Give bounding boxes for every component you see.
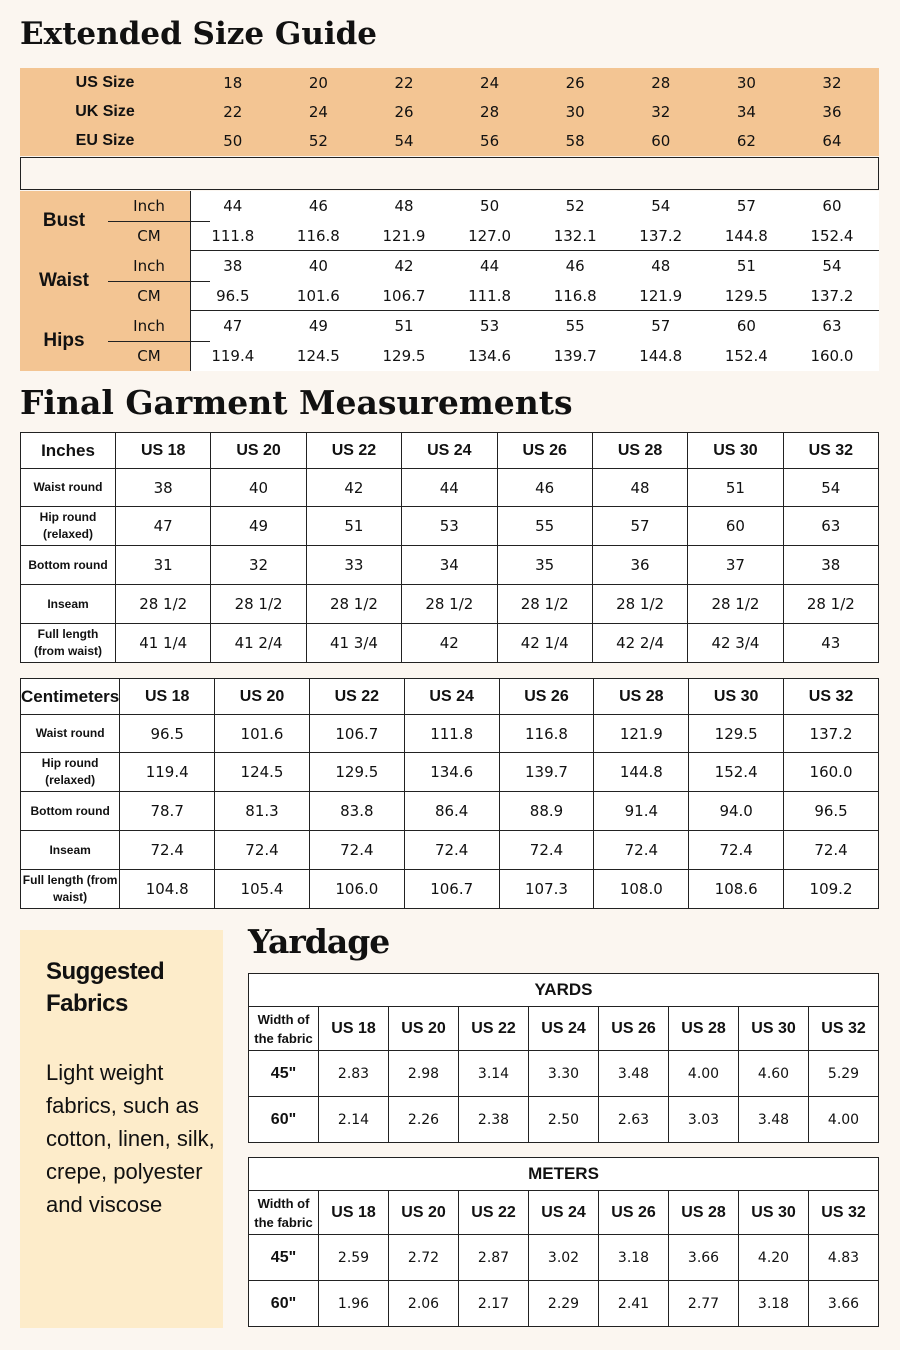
table-cell: 160.0 — [784, 753, 879, 792]
measure-value: 47 — [223, 317, 243, 335]
table-cell: 2.06 — [389, 1281, 459, 1327]
table-cell: 3.66 — [669, 1235, 739, 1281]
table-cell: 2.98 — [389, 1051, 459, 1097]
size-value: 30 — [565, 103, 585, 121]
measure-value: 60 — [822, 197, 842, 215]
table-row — [21, 546, 879, 585]
table-cell: 81.3 — [215, 792, 310, 831]
column-header: US 18 — [120, 679, 215, 715]
table-corner-label: Inches — [21, 433, 116, 469]
suggested-fabrics-box — [20, 930, 223, 1328]
table-cell: 3.48 — [739, 1097, 809, 1143]
size-value: 50 — [223, 132, 243, 150]
garment-cm-table — [20, 678, 879, 909]
table-cell: 51 — [688, 469, 783, 507]
measure-value: 42 — [394, 257, 414, 275]
column-header: US 32 — [809, 1007, 879, 1051]
row-label: Bottom round — [21, 792, 120, 831]
table-cell: 63 — [783, 507, 878, 546]
table-row — [21, 715, 879, 753]
table-cell: 72.4 — [499, 831, 594, 870]
measure-value: 129.5 — [724, 287, 768, 305]
measure-value: 160.0 — [810, 347, 854, 365]
table-cell: 38 — [783, 546, 878, 585]
size-row-label: EU Size — [75, 132, 135, 149]
measure-value: 40 — [308, 257, 328, 275]
row-label: Full length (from waist) — [21, 624, 116, 663]
size-value: 28 — [651, 74, 671, 92]
table-cell: 116.8 — [499, 715, 594, 753]
size-value: 60 — [651, 132, 671, 150]
table-cell: 108.0 — [594, 870, 689, 909]
unit-label: Inch — [133, 257, 165, 275]
table-cell: 3.14 — [459, 1051, 529, 1097]
table-cell: 34 — [402, 546, 497, 585]
table-cell: 121.9 — [594, 715, 689, 753]
table-cell: 49 — [211, 507, 306, 546]
measure-value: 52 — [565, 197, 585, 215]
measure-value: 44 — [480, 257, 500, 275]
size-value: 18 — [223, 74, 243, 92]
row-label: Inseam — [21, 585, 116, 624]
measure-row — [190, 191, 879, 221]
table-cell: 57 — [592, 507, 687, 546]
column-header: US 22 — [459, 1007, 529, 1051]
table-row — [21, 624, 879, 663]
table-cell: 86.4 — [404, 792, 499, 831]
row-label: Hip round (relaxed) — [21, 753, 120, 792]
table-cell: 48 — [592, 469, 687, 507]
table-cell: 101.6 — [215, 715, 310, 753]
table-cell: 4.00 — [669, 1051, 739, 1097]
table-cell: 2.72 — [389, 1235, 459, 1281]
column-header: US 28 — [592, 433, 687, 469]
yardage-meters-table — [248, 1157, 879, 1327]
row-label: Bottom round — [21, 546, 116, 585]
table-cell: 3.18 — [739, 1281, 809, 1327]
table-cell: 94.0 — [689, 792, 784, 831]
size-value: 28 — [480, 103, 500, 121]
table-caption: METERS — [249, 1158, 879, 1191]
table-cell: 47 — [116, 507, 211, 546]
measure-value: 46 — [308, 197, 328, 215]
size-value: 64 — [822, 132, 842, 150]
unit-label: CM — [137, 347, 161, 365]
column-header: US 30 — [739, 1007, 809, 1051]
table-cell: 28 1/2 — [402, 585, 497, 624]
table-cell: 108.6 — [689, 870, 784, 909]
table-row — [21, 507, 879, 546]
column-header: US 24 — [529, 1191, 599, 1235]
caption-row — [249, 974, 879, 1007]
group-name: Bust — [42, 210, 86, 231]
size-row-label: UK Size — [75, 103, 135, 120]
unit-label: Inch — [133, 197, 165, 215]
table-corner-label: Width of the fabric — [249, 1191, 319, 1235]
size-value: 58 — [565, 132, 585, 150]
row-label: 60" — [249, 1281, 319, 1327]
table-cell: 28 1/2 — [116, 585, 211, 624]
table-row — [249, 1051, 879, 1097]
size-row-label: US Size — [75, 74, 135, 91]
table-cell: 152.4 — [689, 753, 784, 792]
row-label: Inseam — [21, 831, 120, 870]
column-header: US 28 — [669, 1007, 739, 1051]
garment-title: Final Garment Measurements — [20, 383, 573, 422]
measure-value: 116.8 — [296, 227, 340, 245]
measure-value: 124.5 — [296, 347, 340, 365]
column-header: US 24 — [529, 1007, 599, 1051]
size-value: 26 — [565, 74, 585, 92]
measure-value: 60 — [736, 317, 756, 335]
table-row — [21, 870, 879, 909]
table-cell: 105.4 — [215, 870, 310, 909]
table-cell: 28 1/2 — [688, 585, 783, 624]
column-header: US 32 — [784, 679, 879, 715]
measure-value: 101.6 — [296, 287, 340, 305]
table-cell: 134.6 — [404, 753, 499, 792]
table-cell: 106.7 — [404, 870, 499, 909]
measure-value: 54 — [822, 257, 842, 275]
measure-value: 121.9 — [639, 287, 683, 305]
size-row-uk — [20, 97, 879, 127]
column-header: US 18 — [319, 1191, 389, 1235]
measure-row — [190, 341, 879, 371]
table-cell: 2.63 — [599, 1097, 669, 1143]
table-cell: 2.38 — [459, 1097, 529, 1143]
column-header: US 30 — [739, 1191, 809, 1235]
table-cell: 35 — [497, 546, 592, 585]
table-cell: 3.48 — [599, 1051, 669, 1097]
size-value: 22 — [394, 74, 414, 92]
table-cell: 31 — [116, 546, 211, 585]
table-cell: 3.30 — [529, 1051, 599, 1097]
column-header: US 20 — [389, 1191, 459, 1235]
unit-divider — [108, 281, 210, 282]
measure-value: 132.1 — [553, 227, 597, 245]
measure-value: 49 — [308, 317, 328, 335]
table-cell: 41 2/4 — [211, 624, 306, 663]
size-value: 52 — [308, 132, 328, 150]
row-label: 45" — [249, 1235, 319, 1281]
measure-value: 46 — [565, 257, 585, 275]
measure-value: 152.4 — [810, 227, 854, 245]
measure-value: 96.5 — [216, 287, 250, 305]
size-value: 62 — [736, 132, 756, 150]
size-guide-title: Extended Size Guide — [20, 16, 378, 52]
table-cell: 41 1/4 — [116, 624, 211, 663]
table-cell: 44 — [402, 469, 497, 507]
measure-value: 44 — [223, 197, 243, 215]
unit-label: CM — [137, 227, 161, 245]
table-cell: 2.50 — [529, 1097, 599, 1143]
unit-label: CM — [137, 287, 161, 305]
table-cell: 83.8 — [309, 792, 404, 831]
table-cell: 91.4 — [594, 792, 689, 831]
header-row — [249, 1007, 879, 1051]
column-header: US 22 — [459, 1191, 529, 1235]
column-header: US 18 — [116, 433, 211, 469]
measure-row — [190, 311, 879, 341]
header-row — [21, 679, 879, 715]
size-value: 54 — [394, 132, 414, 150]
column-header: US 22 — [306, 433, 401, 469]
table-cell: 2.26 — [389, 1097, 459, 1143]
column-header: US 20 — [215, 679, 310, 715]
measure-value: 106.7 — [382, 287, 426, 305]
row-label: 45" — [249, 1051, 319, 1097]
table-cell: 2.83 — [319, 1051, 389, 1097]
measure-value: 119.4 — [211, 347, 255, 365]
table-cell: 137.2 — [784, 715, 879, 753]
size-guide-divider — [190, 191, 191, 371]
column-header: US 30 — [688, 433, 783, 469]
row-label: 60" — [249, 1097, 319, 1143]
column-header: US 28 — [669, 1191, 739, 1235]
column-header: US 20 — [389, 1007, 459, 1051]
column-header: US 26 — [499, 679, 594, 715]
column-header: US 24 — [402, 433, 497, 469]
measure-row — [190, 251, 879, 281]
table-cell: 72.4 — [309, 831, 404, 870]
table-cell: 3.02 — [529, 1235, 599, 1281]
table-cell: 51 — [306, 507, 401, 546]
table-cell: 60 — [688, 507, 783, 546]
size-value: 30 — [736, 74, 756, 92]
column-header: US 32 — [809, 1191, 879, 1235]
measure-value: 144.8 — [639, 347, 683, 365]
measure-value: 137.2 — [639, 227, 683, 245]
column-header: US 22 — [309, 679, 404, 715]
size-value: 20 — [308, 74, 328, 92]
unit-label: Inch — [133, 317, 165, 335]
table-corner-label: Width of the fabric — [249, 1007, 319, 1051]
table-cell: 72.4 — [215, 831, 310, 870]
table-cell: 72.4 — [594, 831, 689, 870]
table-cell: 43 — [783, 624, 878, 663]
measure-group-waist — [20, 251, 879, 311]
measure-value: 111.8 — [211, 227, 255, 245]
size-row-eu — [20, 126, 879, 156]
table-cell: 4.20 — [739, 1235, 809, 1281]
table-cell: 104.8 — [120, 870, 215, 909]
yardage-title: Yardage — [248, 922, 390, 961]
unit-divider — [108, 341, 210, 342]
measure-row — [190, 281, 879, 311]
table-cell: 2.87 — [459, 1235, 529, 1281]
table-cell: 96.5 — [784, 792, 879, 831]
table-cell: 129.5 — [309, 753, 404, 792]
table-row — [21, 585, 879, 624]
caption-row — [249, 1158, 879, 1191]
measure-value: 54 — [651, 197, 671, 215]
table-cell: 78.7 — [120, 792, 215, 831]
table-cell: 4.83 — [809, 1235, 879, 1281]
table-cell: 2.59 — [319, 1235, 389, 1281]
table-caption: YARDS — [249, 974, 879, 1007]
measure-value: 121.9 — [382, 227, 426, 245]
table-cell: 42 — [402, 624, 497, 663]
column-header: US 28 — [594, 679, 689, 715]
table-row — [21, 753, 879, 792]
measure-value: 55 — [565, 317, 585, 335]
table-cell: 28 1/2 — [306, 585, 401, 624]
size-row-us — [20, 68, 879, 98]
measure-value: 152.4 — [724, 347, 768, 365]
measure-value: 48 — [651, 257, 671, 275]
table-cell: 144.8 — [594, 753, 689, 792]
table-cell: 42 — [306, 469, 401, 507]
table-cell: 72.4 — [689, 831, 784, 870]
table-cell: 111.8 — [404, 715, 499, 753]
measure-value: 51 — [394, 317, 414, 335]
row-label: Full length (from waist) — [21, 870, 120, 909]
table-cell: 40 — [211, 469, 306, 507]
size-guide-header — [20, 68, 879, 156]
table-cell: 72.4 — [784, 831, 879, 870]
group-name: Hips — [43, 330, 85, 351]
measure-value: 38 — [223, 257, 243, 275]
row-label: Waist round — [21, 715, 120, 753]
measure-group-bust — [20, 191, 879, 251]
table-cell: 54 — [783, 469, 878, 507]
table-cell: 38 — [116, 469, 211, 507]
table-cell: 119.4 — [120, 753, 215, 792]
table-cell: 88.9 — [499, 792, 594, 831]
table-cell: 28 1/2 — [497, 585, 592, 624]
size-value: 26 — [394, 103, 414, 121]
table-cell: 36 — [592, 546, 687, 585]
table-row — [21, 831, 879, 870]
size-value: 32 — [651, 103, 671, 121]
table-cell: 5.29 — [809, 1051, 879, 1097]
measure-value: 51 — [736, 257, 756, 275]
table-cell: 28 1/2 — [783, 585, 878, 624]
table-cell: 96.5 — [120, 715, 215, 753]
size-guide-spacer — [20, 157, 879, 190]
measure-value: 50 — [480, 197, 500, 215]
table-cell: 2.29 — [529, 1281, 599, 1327]
size-value: 24 — [480, 74, 500, 92]
measure-value: 57 — [736, 197, 756, 215]
group-name: Waist — [39, 270, 89, 291]
column-header: US 26 — [599, 1191, 669, 1235]
table-cell: 53 — [402, 507, 497, 546]
size-value: 56 — [480, 132, 500, 150]
table-corner-label: Centimeters — [21, 679, 120, 715]
table-cell: 2.14 — [319, 1097, 389, 1143]
table-cell: 42 2/4 — [592, 624, 687, 663]
table-row — [21, 792, 879, 831]
table-row — [249, 1235, 879, 1281]
measure-value: 53 — [480, 317, 500, 335]
measure-value: 134.6 — [468, 347, 512, 365]
table-cell: 41 3/4 — [306, 624, 401, 663]
measure-row — [190, 221, 879, 251]
table-row — [21, 469, 879, 507]
table-cell: 33 — [306, 546, 401, 585]
table-cell: 109.2 — [784, 870, 879, 909]
table-cell: 42 3/4 — [688, 624, 783, 663]
column-header: US 32 — [783, 433, 878, 469]
table-cell: 72.4 — [120, 831, 215, 870]
column-header: US 26 — [599, 1007, 669, 1051]
table-cell: 46 — [497, 469, 592, 507]
table-cell: 3.03 — [669, 1097, 739, 1143]
measure-value: 111.8 — [468, 287, 512, 305]
measure-value: 139.7 — [553, 347, 597, 365]
table-cell: 28 1/2 — [211, 585, 306, 624]
measure-value: 137.2 — [810, 287, 854, 305]
row-label: Hip round (relaxed) — [21, 507, 116, 546]
table-cell: 1.96 — [319, 1281, 389, 1327]
measure-value: 144.8 — [724, 227, 768, 245]
table-cell: 129.5 — [689, 715, 784, 753]
measure-value: 127.0 — [468, 227, 512, 245]
table-cell: 32 — [211, 546, 306, 585]
table-row — [249, 1097, 879, 1143]
column-header: US 20 — [211, 433, 306, 469]
garment-inches-table — [20, 432, 879, 663]
size-value: 24 — [308, 103, 328, 121]
table-row — [249, 1281, 879, 1327]
measure-value: 129.5 — [382, 347, 426, 365]
fabrics-body: Light weight fabrics, such as cotton, linen, silk, crepe, polyester and viscose — [46, 1060, 215, 1217]
measure-group-hips — [20, 311, 879, 371]
table-cell: 2.41 — [599, 1281, 669, 1327]
table-cell: 3.66 — [809, 1281, 879, 1327]
measure-value: 57 — [651, 317, 671, 335]
size-guide-body — [20, 191, 879, 371]
table-cell: 72.4 — [404, 831, 499, 870]
fabrics-heading: Suggested Fabrics — [46, 958, 165, 1017]
table-cell: 124.5 — [215, 753, 310, 792]
column-header: US 24 — [404, 679, 499, 715]
table-cell: 2.17 — [459, 1281, 529, 1327]
table-cell: 139.7 — [499, 753, 594, 792]
table-cell: 28 1/2 — [592, 585, 687, 624]
table-cell: 2.77 — [669, 1281, 739, 1327]
measure-value: 116.8 — [553, 287, 597, 305]
size-value: 34 — [736, 103, 756, 121]
table-cell: 4.00 — [809, 1097, 879, 1143]
table-cell: 106.0 — [309, 870, 404, 909]
table-cell: 4.60 — [739, 1051, 809, 1097]
column-header: US 30 — [689, 679, 784, 715]
unit-divider — [108, 221, 210, 222]
measure-value: 48 — [394, 197, 414, 215]
size-value: 22 — [223, 103, 243, 121]
column-header: US 26 — [497, 433, 592, 469]
yardage-yards-table — [248, 973, 879, 1143]
measure-value: 63 — [822, 317, 842, 335]
header-row — [21, 433, 879, 469]
table-cell: 107.3 — [499, 870, 594, 909]
table-cell: 3.18 — [599, 1235, 669, 1281]
table-cell: 37 — [688, 546, 783, 585]
column-header: US 18 — [319, 1007, 389, 1051]
table-cell: 55 — [497, 507, 592, 546]
row-label: Waist round — [21, 469, 116, 507]
size-value: 32 — [822, 74, 842, 92]
table-cell: 42 1/4 — [497, 624, 592, 663]
table-cell: 106.7 — [309, 715, 404, 753]
header-row — [249, 1191, 879, 1235]
size-value: 36 — [822, 103, 842, 121]
